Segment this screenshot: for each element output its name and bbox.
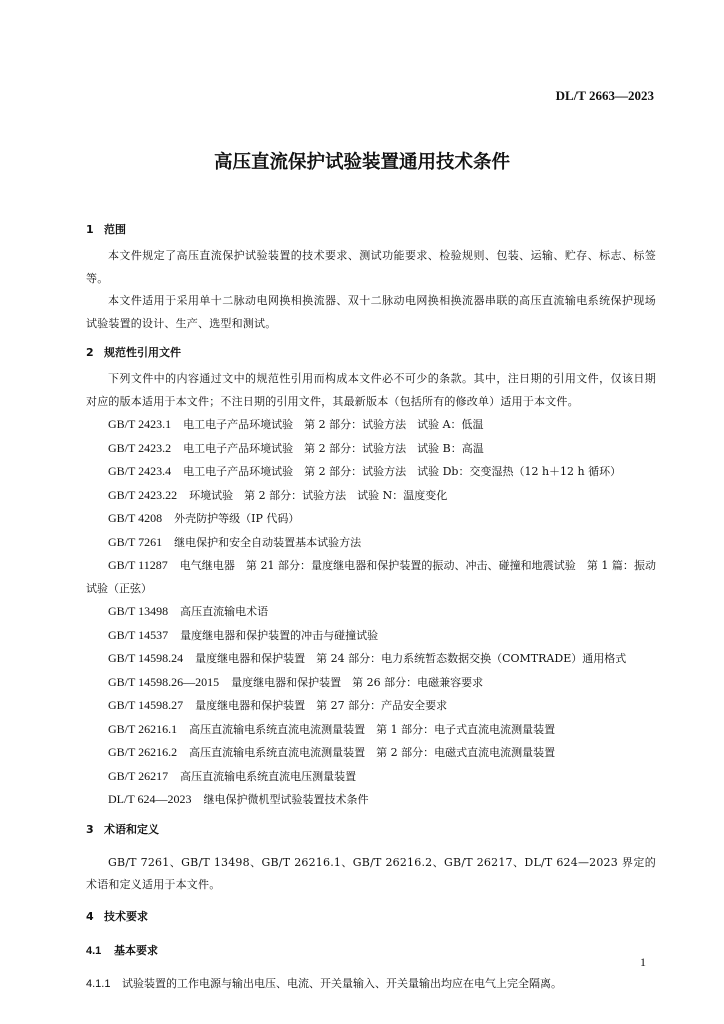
reference-title: 电工电子产品环境试验 第 2 部分：试验方法 试验 A：低温 [183,418,484,431]
terms-paragraph: GB/T 7261、GB/T 13498、GB/T 26216.1、GB/T 26216.2、GB/T 26217、DL/T 624—2023 界定的术语和定义适用于本文件。 [86,855,656,891]
reference-code: GB/T 2423.1 [108,417,172,431]
reference-code: GB/T 7261 [108,534,163,549]
reference-code: GB/T 26216.1 [108,721,178,736]
references-intro: 下列文件中的内容通过文中的规范性引用而构成本文件必不可少的条款。其中，注日期的引用文件，仅该日期对应的版本适用于本文件；不注日期的引用文件，其最新版本（包括所有的修改单）适用于本文件。 [86,372,656,408]
reference-title: 高压直流输电术语 [180,605,269,618]
section-2-heading [86,343,656,363]
reference-item [86,694,656,718]
section-number: 2 [86,346,94,359]
reference-code: GB/T 14537 [108,627,169,642]
clause-text: 试验装置的工作电源与输出电压、电流、开关量输入、开关量输出均应在电气上完全隔离。 [122,976,562,990]
reference-code: GB/T 26216.2 [108,745,178,759]
section-title: 规范性引用文件 [104,346,181,359]
section-number: 4 [86,909,94,923]
reference-item [86,600,656,624]
subsection-4-1-heading [86,941,656,961]
reference-code: DL/T 624—2023 [108,792,192,806]
reference-item [86,671,656,695]
subsection-title: 基本要求 [114,943,158,957]
reference-item [86,741,656,765]
reference-code: GB/T 11287 [108,558,168,572]
section-3-heading [86,820,656,840]
reference-title: 高压直流输电系统直流电流测量装置 第 1 部分：电子式直流电流测量装置 [189,722,556,736]
reference-code: GB/T 2423.4 [108,464,172,478]
scope-paragraph-2: 本文件适用于采用单十二脉动电网换相换流器、双十二脉动电网换相换流器串联的高压直流输电系统保护现场试验装置的设计、生产、选型和测试。 [86,294,656,330]
reference-title: 电工电子产品环境试验 第 2 部分：试验方法 试验 B：高温 [183,441,484,455]
reference-item [86,554,656,600]
reference-item [86,460,656,484]
reference-item [86,647,656,671]
section-number: 1 [86,223,94,236]
reference-title: 高压直流输电系统直流电流测量装置 第 2 部分：电磁式直流电流测量装置 [189,746,556,759]
section-4-heading [86,907,656,927]
reference-item [86,413,656,437]
scope-paragraph-1: 本文件规定了高压直流保护试验装置的技术要求、测试功能要求、检验规则、包装、运输、贮存、标志、标签等。 [86,249,656,285]
reference-title: 量度继电器和保护装置 第 24 部分：电力系统暂态数据交换（COMTRADE）通用格式 [195,652,627,665]
reference-item [86,788,656,812]
reference-code: GB/T 2423.22 [108,487,178,502]
reference-item [86,624,656,648]
section-1-heading [86,220,656,240]
reference-code: GB/T 14598.24 [108,651,184,665]
section-title: 技术要求 [104,909,148,923]
reference-title: 外壳防护等级（IP 代码） [174,512,300,525]
reference-title: 量度继电器和保护装置的冲击与碰撞试验 [180,628,379,642]
subsection-number: 4.1 [86,944,102,957]
reference-title: 电气继电器 第 21 部分：量度继电器和保护装置的振动、冲击、碰撞和地震试验 第 1 篇：振动试验（正弦） [86,559,656,595]
reference-title: 继电保护和安全自动装置基本试验方法 [174,535,362,549]
reference-item [86,484,656,508]
document-title: 高压直流保护试验装置通用技术条件 [213,152,510,173]
reference-item [86,765,656,789]
clause-number: 4.1.1 [86,977,111,990]
reference-title: 量度继电器和保护装置 第 27 部分：产品安全要求 [195,699,448,712]
reference-code: GB/T 13498 [108,604,169,618]
reference-title: 高压直流输电系统直流电压测量装置 [180,769,357,783]
page-number: 1 [640,955,646,969]
reference-item [86,531,656,555]
section-title: 术语和定义 [104,822,159,836]
reference-item [86,437,656,461]
document-code: DL/T 2663—2023 [555,88,654,103]
document-body [86,220,656,995]
reference-title: 继电保护微机型试验装置技术条件 [203,793,369,806]
reference-code: GB/T 2423.2 [108,440,172,455]
section-title: 范围 [104,223,126,236]
reference-item [86,507,656,531]
reference-title: 环境试验 第 2 部分：试验方法 试验 N：温度变化 [189,488,448,502]
reference-code: GB/T 4208 [108,511,163,525]
reference-code: GB/T 26217 [108,768,169,783]
reference-item [86,718,656,742]
reference-code: GB/T 14598.26—2015 [108,674,220,689]
reference-title: 量度继电器和保护装置 第 26 部分：电磁兼容要求 [231,675,484,689]
reference-code: GB/T 14598.27 [108,698,184,712]
section-number: 3 [86,822,94,836]
clause-4-1-1 [86,973,656,996]
reference-title: 电工电子产品环境试验 第 2 部分：试验方法 试验 Db：交变湿热（12 h＋12 h 循环） [183,465,622,478]
